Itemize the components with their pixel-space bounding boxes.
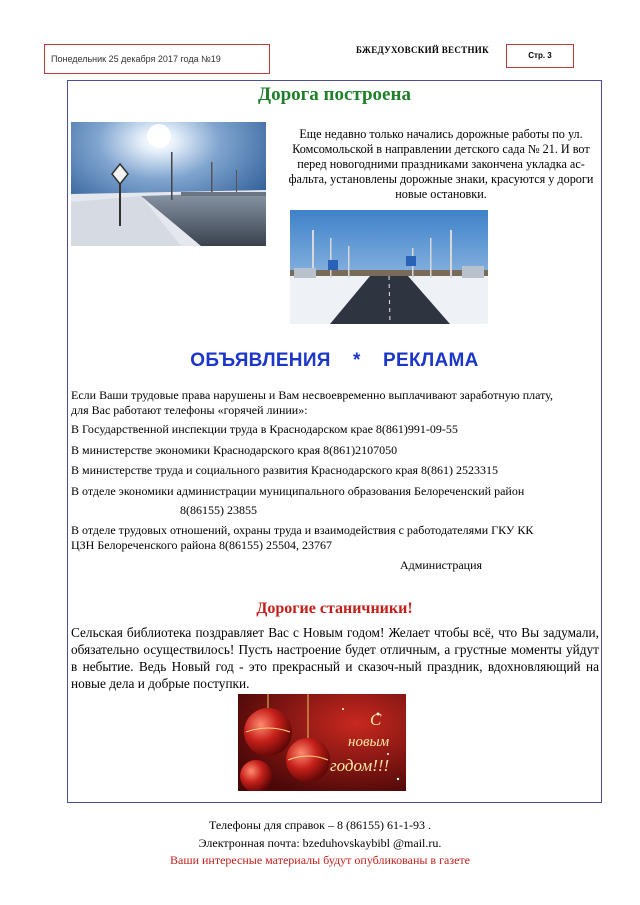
date-box bbox=[44, 44, 270, 74]
card-text-line-2: новым bbox=[348, 734, 390, 750]
employment-center-line-1: В отделе трудовых отношений, охраны труда и взаимодействия с работодателями ГКУ КК bbox=[71, 523, 534, 537]
greeting-title: Дорогие станичники! bbox=[256, 600, 413, 617]
employment-center-line-2: ЦЗН Белореченского района 8(86155) 25504, 23767 bbox=[71, 538, 333, 552]
ads-intro-line-2: для Вас работают телефоны «горячей линии»: bbox=[71, 403, 308, 417]
footer-email: Электронная почта: bzeduhovskaybibl @mail.ru. bbox=[198, 836, 442, 850]
road-photo-2 bbox=[290, 210, 488, 324]
card-text-line-3: годом!!! bbox=[330, 756, 390, 775]
footer-phones: Телефоны для справок – 8 (86155) 61-1-93 . bbox=[208, 818, 431, 832]
hotline-district-economy-phone: 8(86155) 23855 bbox=[180, 503, 257, 517]
ads-intro-line-1: Если Ваши трудовые права нарушены и Вам несвоевременно выплачивают заработную плату, bbox=[71, 388, 554, 402]
road-photo-1 bbox=[71, 122, 266, 246]
road-article-title: Дорога построена bbox=[258, 84, 411, 105]
greeting-text: Сельская библиотека поздравляет Вас с Новым годом! Желает чтобы всё, что Вы задумали, обязательно осуществилось! Пусть настроение будет отличным, а грустные моменты уйдут в небытие. Ведь Новый год - это прекрасный и сказоч-ный праздник, вдохновляющий на новые дела и добрые поступки. bbox=[71, 625, 599, 691]
footer-note: Ваши интересные материалы будут опубликованы в газете bbox=[170, 853, 470, 867]
new-year-card bbox=[238, 694, 406, 791]
hotline-economy-ministry: В министерстве экономики Краснодарского края 8(861)2107050 bbox=[71, 443, 398, 457]
ads-title: ОБЪЯВЛЕНИЯ * РЕКЛАМА bbox=[190, 350, 479, 371]
ads-signature: Администрация bbox=[400, 558, 483, 572]
road-article-text: Еще недавно только начались дорожные работы по ул. Комсомольской в направлении детского сада № 21. И вот перед новогодними праздниками закончена укладка ас-фальта, установлены дорожные знаки, красуются у дороги новые остановки. bbox=[288, 127, 594, 201]
hotline-district-economy: В отделе экономики администрации муниципального образования Белореченский район bbox=[71, 484, 525, 498]
ads-intro bbox=[71, 388, 599, 418]
hotline-employment-center bbox=[71, 523, 599, 553]
issue-date: Понедельник 25 декабря 2017 года №19 bbox=[51, 54, 221, 64]
hotline-labour-ministry: В министерстве труда и социального развития Краснодарского края 8(861) 2523315 bbox=[71, 463, 499, 477]
newspaper-name: БЖЕДУХОВСКИЙ ВЕСТНИК bbox=[356, 45, 489, 55]
hotline-labour-inspection: В Государственной инспекции труда в Краснодарском крае 8(861)991-09-55 bbox=[71, 422, 458, 436]
card-text-line-1: С bbox=[370, 710, 382, 729]
page-number: Стр. 3 bbox=[506, 44, 574, 68]
